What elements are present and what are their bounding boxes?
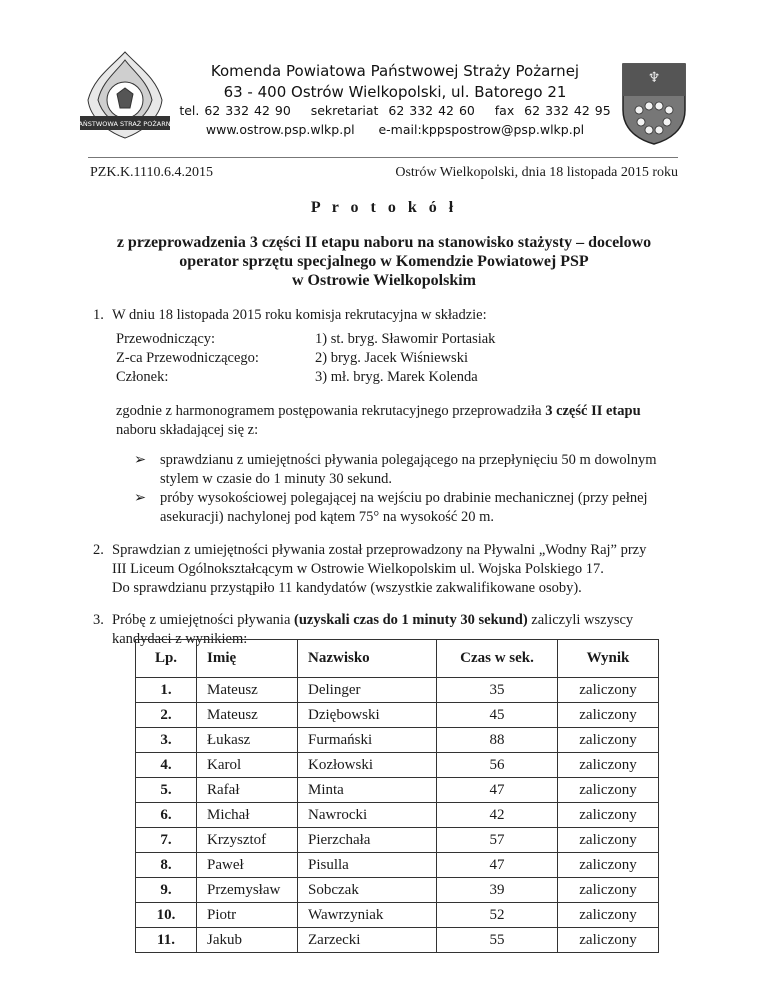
table-cell: 88 — [437, 728, 558, 753]
table-cell: Pisulla — [298, 853, 437, 878]
column-header: Nazwisko — [298, 640, 437, 678]
subtitle-line-2: operator sprzętu specjalnego w Komendzie Powiatowej PSP — [179, 253, 589, 270]
subtitle-line-1: z przeprowadzenia 3 części II etapu naboru na stanowisko stażysty – docelowo — [116, 234, 652, 251]
table-row — [136, 928, 659, 953]
paragraph-bold: (uzyskali czas do 1 minuty 30 sekund) — [294, 612, 528, 628]
table-cell: Delinger — [298, 678, 437, 703]
table-cell: Kozłowski — [298, 753, 437, 778]
table-cell: 45 — [437, 703, 558, 728]
table-row — [136, 903, 659, 928]
table-row — [136, 753, 659, 778]
table-cell: Minta — [298, 778, 437, 803]
table-cell: Paweł — [197, 853, 298, 878]
coat-of-arms — [621, 62, 687, 146]
table-header-row — [136, 640, 659, 678]
svg-text:PAŃSTWOWA STRAŻ POŻARNA: PAŃSTWOWA STRAŻ POŻARNA — [74, 120, 176, 128]
column-header: Imię — [197, 640, 298, 678]
section-2-line: Sprawdzian z umiejętności pływania został przeprowadzony na Pływalni „Wodny Raj” przy — [112, 542, 647, 558]
paragraph-text: Próbę z umiejętności pływania — [112, 612, 291, 628]
member-name: 3) mł. bryg. Marek Kolenda — [315, 369, 478, 385]
table-cell: Mateusz — [197, 678, 298, 703]
section-1-intro: W dniu 18 listopada 2015 roku komisja rekrutacyjna w składzie: — [112, 307, 487, 323]
table-cell: 10. — [136, 903, 197, 928]
table-row — [136, 678, 659, 703]
table-cell: Michał — [197, 803, 298, 828]
letterhead-phones: tel. 62 332 42 90 sekretariat 62 332 42 60 fax 62 332 42 95 — [179, 103, 611, 118]
section-1-paragraph-cont: naboru składającej się z: — [116, 422, 259, 438]
section-3-line: kandydaci z wynikiem: — [112, 631, 248, 647]
table-cell: Sobczak — [298, 878, 437, 903]
bullet-line: stylem w czasie do 1 minuty 30 sekund. — [160, 471, 392, 487]
table-cell: 39 — [437, 878, 558, 903]
table-cell: Krzysztof — [197, 828, 298, 853]
section-3-number: 3. — [93, 612, 104, 628]
table-cell: zaliczony — [558, 678, 659, 703]
results-table — [135, 639, 659, 953]
paragraph-text: zaliczyli wszyscy — [531, 612, 634, 628]
table-cell: Jakub — [197, 928, 298, 953]
table-row — [136, 853, 659, 878]
reference-number: PZK.K.1110.6.4.2015 — [90, 165, 214, 180]
table-cell: 52 — [437, 903, 558, 928]
table-cell: 3. — [136, 728, 197, 753]
table-row — [136, 703, 659, 728]
table-cell: Nawrocki — [298, 803, 437, 828]
column-header: Wynik — [558, 640, 659, 678]
table-cell: zaliczony — [558, 828, 659, 853]
table-cell: 55 — [437, 928, 558, 953]
table-cell: Pierzchała — [298, 828, 437, 853]
subtitle-line-3: w Ostrowie Wielkopolskim — [291, 272, 477, 289]
table-cell: zaliczony — [558, 903, 659, 928]
table-cell: 56 — [437, 753, 558, 778]
place-date: Ostrów Wielkopolski, dnia 18 listopada 2015 roku — [395, 165, 678, 180]
table-cell: zaliczony — [558, 703, 659, 728]
section-2-line: III Liceum Ogólnokształcącym w Ostrowie Wielkopolskim ul. Wojska Polskiego 17. — [112, 561, 604, 577]
table-cell: 9. — [136, 878, 197, 903]
table-cell: zaliczony — [558, 753, 659, 778]
table-cell: 42 — [437, 803, 558, 828]
bullet-line: próby wysokościowej polegającej na wejściu po drabinie mechanicznej (przy pełnej — [160, 490, 648, 506]
table-cell: Wawrzyniak — [298, 903, 437, 928]
table-cell: 5. — [136, 778, 197, 803]
table-row — [136, 828, 659, 853]
member-name: 1) st. bryg. Sławomir Portasiak — [315, 331, 496, 347]
bullet-line: sprawdzianu z umiejętności pływania polegającego na przepłynięciu 50 m dowolnym — [160, 452, 657, 468]
table-cell: zaliczony — [558, 928, 659, 953]
member-role: Z-ca Przewodniczącego: — [116, 350, 259, 366]
table-cell: 47 — [437, 778, 558, 803]
arrow-bullet-icon: ➢ — [134, 452, 147, 468]
section-2-line: Do sprawdzianu przystąpiło 11 kandydatów (wszystkie zakwalifikowane osoby). — [112, 580, 582, 596]
section-1-paragraph — [116, 402, 696, 421]
paragraph-text: zgodnie z harmonogramem postępowania rekrutacyjnego przeprowadziła — [116, 403, 542, 419]
table-row — [136, 778, 659, 803]
document-title: P r o t o k ó ł — [310, 199, 458, 216]
table-cell: 1. — [136, 678, 197, 703]
table-row — [136, 878, 659, 903]
table-cell: Przemysław — [197, 878, 298, 903]
table-cell: 57 — [437, 828, 558, 853]
section-3-line — [112, 611, 712, 630]
table-cell: Furmański — [298, 728, 437, 753]
table-cell: zaliczony — [558, 853, 659, 878]
table-cell: Mateusz — [197, 703, 298, 728]
table-cell: Dziębowski — [298, 703, 437, 728]
table-cell: 6. — [136, 803, 197, 828]
column-header: Lp. — [136, 640, 197, 678]
arrow-bullet-icon: ➢ — [134, 490, 147, 506]
table-cell: Zarzecki — [298, 928, 437, 953]
table-cell: Karol — [197, 753, 298, 778]
bullet-line: asekuracji) nachylonej pod kątem 75° na wysokość 20 m. — [160, 509, 494, 525]
table-cell: zaliczony — [558, 778, 659, 803]
table-row — [136, 728, 659, 753]
section-2-number: 2. — [93, 542, 104, 558]
svg-text:♆: ♆ — [647, 70, 661, 86]
psp-logo — [74, 48, 176, 143]
table-cell: 2. — [136, 703, 197, 728]
table-cell: zaliczony — [558, 803, 659, 828]
member-name: 2) bryg. Jacek Wiśniewski — [315, 350, 468, 366]
table-cell: zaliczony — [558, 728, 659, 753]
table-cell: Łukasz — [197, 728, 298, 753]
section-1-number: 1. — [93, 307, 104, 323]
table-cell: 4. — [136, 753, 197, 778]
column-header: Czas w sek. — [437, 640, 558, 678]
letterhead-web-email: www.ostrow.psp.wlkp.pl e-mail:kppspostrow@psp.wlkp.pl — [205, 122, 585, 137]
table-cell: 7. — [136, 828, 197, 853]
table-cell: Rafał — [197, 778, 298, 803]
member-role: Członek: — [116, 369, 169, 385]
letterhead-address: 63 - 400 Ostrów Wielkopolski, ul. Batorego 21 — [223, 83, 567, 101]
header-divider — [88, 157, 678, 158]
table-cell: 47 — [437, 853, 558, 878]
letterhead-title: Komenda Powiatowa Państwowej Straży Pożarnej — [210, 62, 580, 80]
table-cell: 8. — [136, 853, 197, 878]
table-cell: 11. — [136, 928, 197, 953]
table-cell: zaliczony — [558, 878, 659, 903]
paragraph-bold: 3 część II etapu — [545, 403, 641, 419]
table-cell: Piotr — [197, 903, 298, 928]
member-role: Przewodniczący: — [116, 331, 216, 347]
table-cell: 35 — [437, 678, 558, 703]
table-row — [136, 803, 659, 828]
